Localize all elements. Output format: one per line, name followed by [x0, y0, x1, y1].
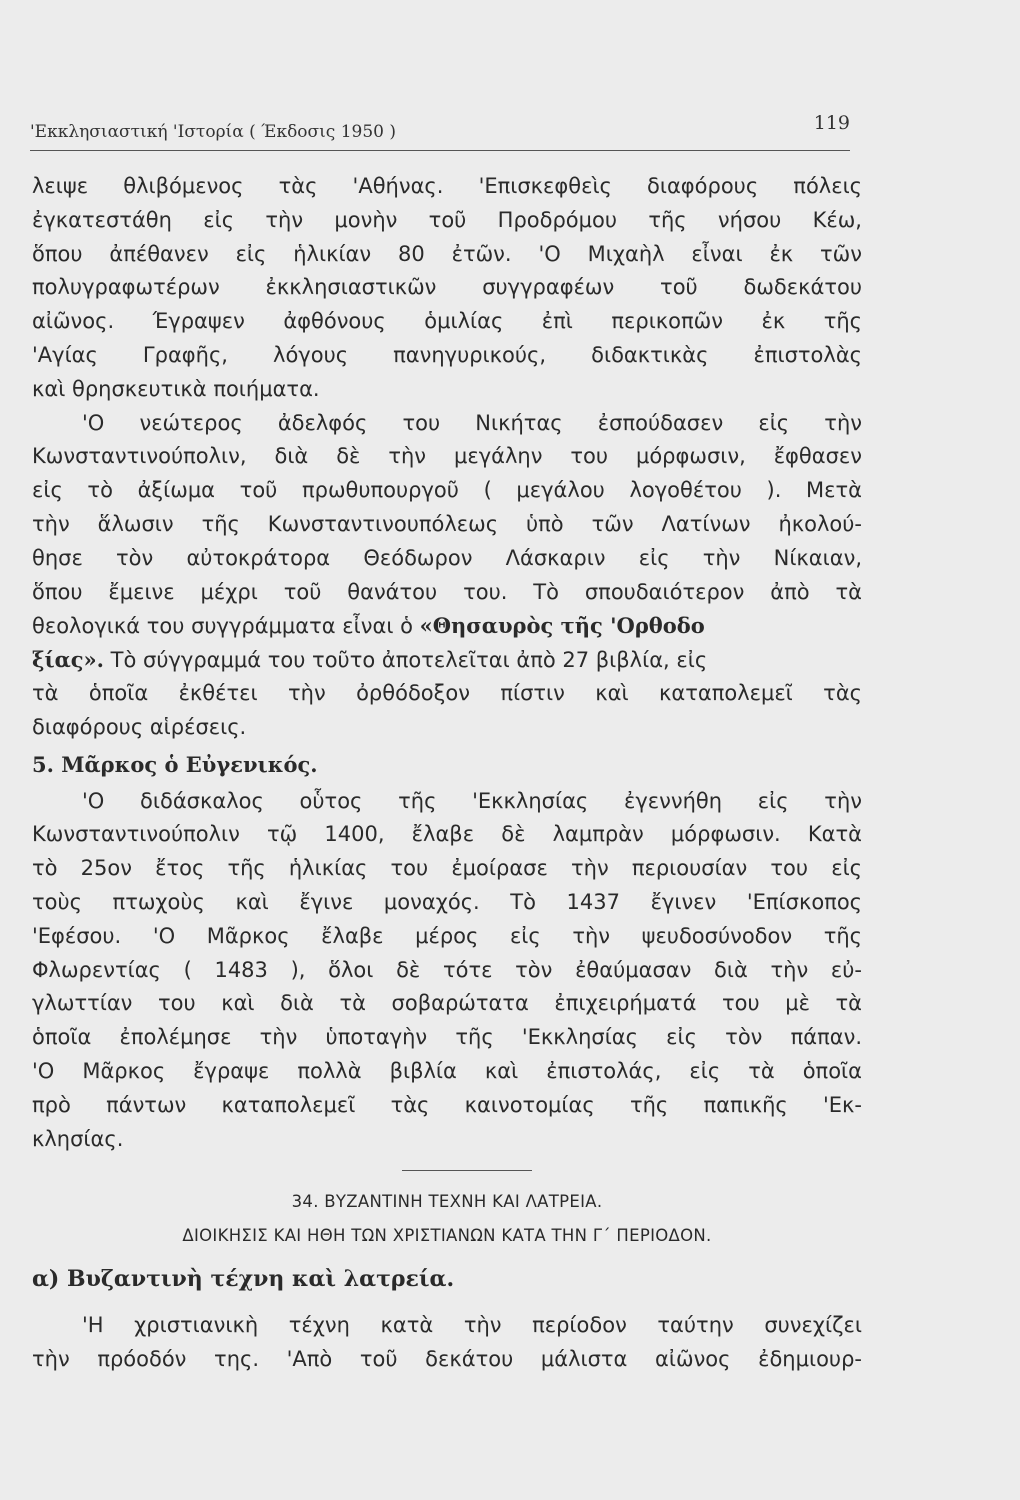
chapter-subtitle: ΔΙΟΙΚΗΣΙΣ ΚΑΙ ΗΘΗ ΤΩΝ ΧΡΙΣΤΙΑΝΩΝ ΚΑΤΑ ΤΗΝ Γ΄ ΠΕΡΙΟΔΟΝ.	[182, 1226, 712, 1246]
paragraph-art	[32, 1309, 862, 1377]
text-line	[32, 643, 862, 677]
text-line: Φλωρεντίας ( 1483 ), ὅλοι δὲ τότε τὸν ἐθαύμασαν διὰ τὴν εὐ-	[32, 957, 862, 982]
text-line: ἐγκατεστάθη εἰς τὴν μονὴν τοῦ Προδρόμου τῆς νήσου Κέω,	[32, 207, 862, 232]
text-line: 'Ο νεώτερος ἀδελφός του Νικήτας ἐσπούδασεν εἰς τὴν	[82, 410, 862, 435]
book-title-bold: «Θησαυρὸς τῆς 'Ορθοδο	[419, 613, 705, 639]
text-line: Κωνσταντινούπολιν τῷ 1400, ἔλαβε δὲ λαμπρὰν μόρφωσιν. Κατὰ	[32, 822, 862, 847]
page-number: 119	[813, 112, 850, 134]
text-line: τὴν ἅλωσιν τῆς Κωνσταντινουπόλεως ὑπὸ τῶν Λατίνων ἠκολού-	[32, 511, 862, 536]
text-line: ὅπου ἔμεινε μέχρι τοῦ θανάτου του. Τὸ σπουδαιότερον ἀπὸ τὰ	[32, 579, 862, 604]
text-line: τοὺς πτωχοὺς καὶ ἔγινε μοναχός. Τὸ 1437 ἔγινεν 'Επίσκοπος	[32, 889, 862, 914]
chapter-title: 34. ΒΥΖΑΝΤΙΝΗ ΤΕΧΝΗ ΚΑΙ ΛΑΤΡΕΙΑ.	[291, 1192, 603, 1212]
text-line: τὰ ὁποῖα ἐκθέτει τὴν ὀρθόδοξον πίστιν καὶ καταπολεμεῖ τὰς	[32, 680, 862, 705]
text-line: τὴν πρόοδόν της. 'Απὸ τοῦ δεκάτου μάλιστα αἰῶνος ἐδημιουρ-	[32, 1347, 862, 1372]
paragraph-michael	[32, 170, 862, 407]
text-line: πολυγραφωτέρων ἐκκλησιαστικῶν συγγραφέων τοῦ δωδεκάτου	[32, 275, 862, 300]
text-line: αἰῶνος. Έγραψεν ἀφθόνους ὁμιλίας ἐπὶ περικοπῶν ἐκ τῆς	[32, 309, 862, 334]
text-line: τὸ 25ον ἔτος τῆς ἡλικίας του ἐμοίρασε τὴν περιουσίαν του εἰς	[32, 856, 862, 881]
text-span: Τὸ σύγγραμμά του τοῦτο ἀποτελεῖται ἀπὸ 27 βιβλία, εἰς	[103, 648, 708, 673]
subsection-heading-art: α) Βυζαντινὴ τέχνη καὶ λατρεία.	[32, 1266, 455, 1293]
text-line: πρὸ πάντων καταπολεμεῖ τὰς καινοτομίας τῆς παπικῆς 'Εκ-	[32, 1092, 862, 1117]
paragraph-niketas	[32, 407, 862, 745]
text-line: διαφόρους αἱρέσεις.	[32, 714, 247, 739]
header-title: 'Εκκλησιαστική 'Ιστορία ( Έκδοσις 1950 )	[30, 122, 397, 142]
text-line: 'Αγίας Γραφῆς, λόγους πανηγυρικούς, διδακτικὰς ἐπιστολὰς	[32, 342, 862, 367]
text-line: 'Ο διδάσκαλος οὗτος τῆς 'Εκκλησίας ἐγεννήθη εἰς τὴν	[82, 788, 862, 813]
running-header	[30, 112, 850, 151]
text-line: γλωττίαν του καὶ διὰ τὰ σοβαρώτατα ἐπιχειρήματά του μὲ τὰ	[32, 991, 862, 1016]
text-line: εἰς τὸ ἀξίωμα τοῦ πρωθυπουργοῦ ( μεγάλου λογοθέτου ). Μετὰ	[32, 478, 862, 503]
text-line: 'Η χριστιανικὴ τέχνη κατὰ τὴν περίοδον ταύτην συνεχίζει	[82, 1313, 862, 1338]
paragraph-markos	[32, 785, 862, 1157]
section-heading-markos: 5. Μᾶρκος ὁ Εὐγενικός.	[32, 751, 318, 777]
section-divider	[402, 1170, 532, 1171]
page-body	[32, 170, 862, 1377]
text-line: 'Εφέσου. 'Ο Μᾶρκος ἔλαβε μέρος εἰς τὴν ψευδοσύνοδον τῆς	[32, 923, 862, 948]
text-line	[32, 609, 862, 643]
text-line: κλησίας.	[32, 1126, 124, 1151]
text-line: λειψε θλιβόμενος τὰς 'Αθήνας. 'Επισκεφθεὶς διαφόρους πόλεις	[32, 174, 862, 198]
text-line: θησε τὸν αὐτοκράτορα Θεόδωρον Λάσκαριν εἰς τὴν Νίκαιαν,	[32, 545, 862, 570]
book-title-bold: ξίας».	[32, 647, 104, 673]
text-line: Κωνσταντινούπολιν, διὰ δὲ τὴν μεγάλην του μόρφωσιν, ἔφθασεν	[32, 444, 862, 469]
text-line: ὅπου ἀπέθανεν εἰς ἡλικίαν 80 ἐτῶν. 'Ο Μιχαὴλ εἶναι ἐκ τῶν	[32, 241, 862, 266]
text-line: ὁποῖα ἐπολέμησε τὴν ὑποταγὴν τῆς 'Εκκλησίας εἰς τὸν πάπαν.	[32, 1025, 862, 1050]
text-span: θεολογικά του συγγράμματα εἶναι ὁ	[32, 614, 420, 639]
text-line: 'Ο Μᾶρκος ἔγραψε πολλὰ βιβλία καὶ ἐπιστολάς, εἰς τὰ ὁποῖα	[32, 1058, 862, 1083]
text-line: καὶ θρησκευτικὰ ποιήματα.	[32, 376, 320, 401]
